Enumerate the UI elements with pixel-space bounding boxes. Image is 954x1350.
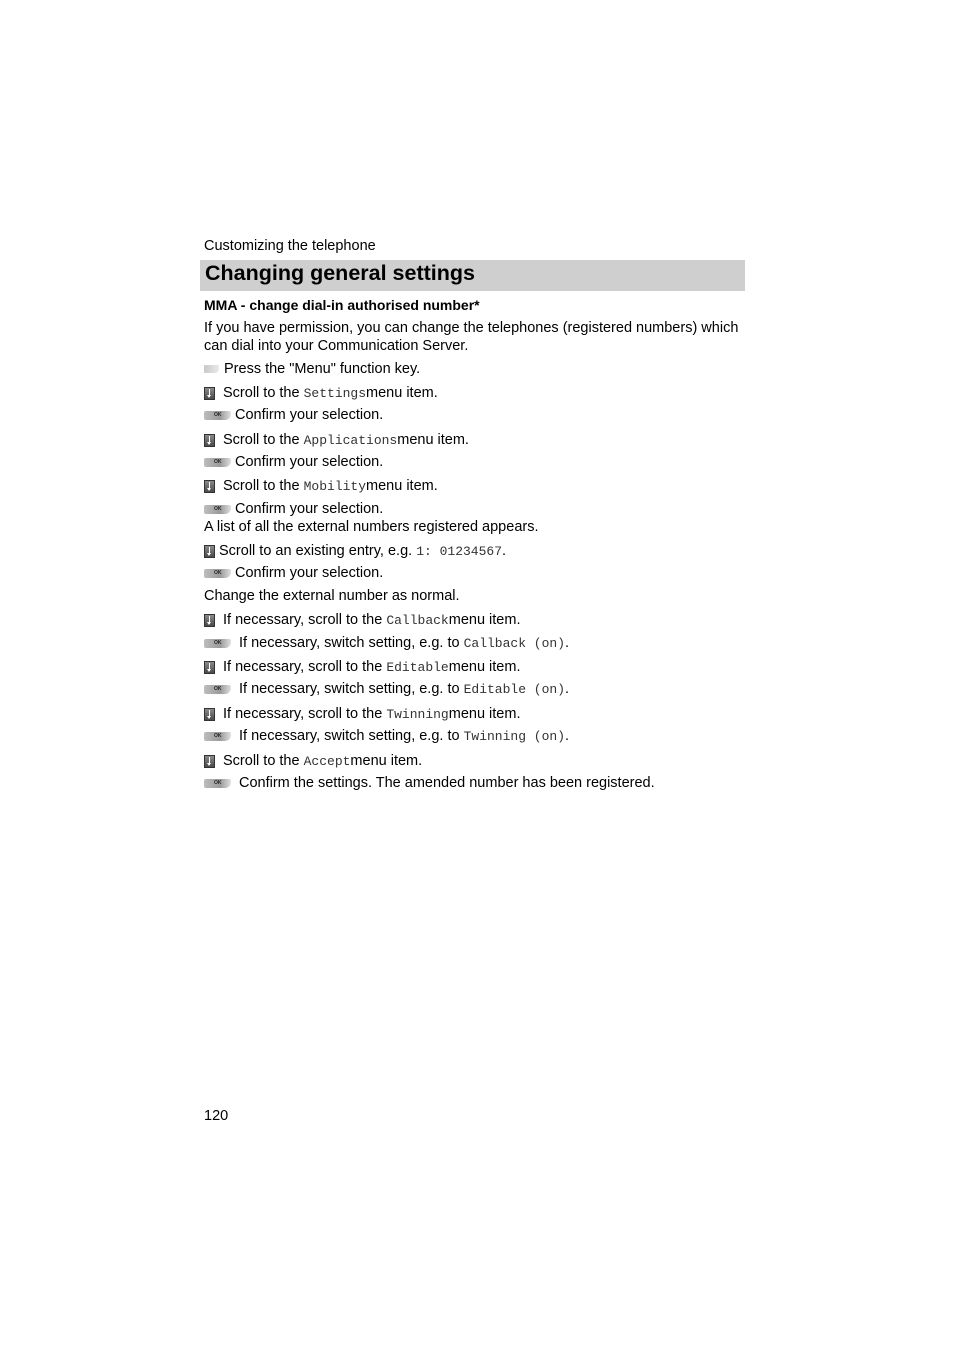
ok-key-icon (204, 411, 231, 420)
menu-item-code: Settings (303, 385, 367, 401)
entry-code: 1: 01234567 (416, 543, 503, 559)
step-17 (204, 773, 655, 793)
step-text-suffix: menu item. (448, 706, 521, 722)
step-text: Confirm your selection. (235, 454, 384, 470)
setting-code: Editable (on) (463, 681, 566, 697)
scroll-icon (204, 545, 215, 558)
step-text-suffix: menu item. (350, 753, 423, 769)
step-13 (204, 679, 569, 699)
menu-item-code: Mobility (303, 478, 367, 494)
ok-key-icon (204, 779, 231, 788)
step-16 (204, 751, 422, 771)
step-text: Confirm your selection. (235, 501, 384, 517)
step-text: If necessary, switch setting, e.g. to (239, 635, 460, 651)
note-list-appears: A list of all the external numbers registered appears. (204, 519, 539, 535)
step-text-suffix: . (565, 728, 570, 744)
scroll-icon (204, 755, 215, 768)
scroll-icon (204, 434, 215, 447)
step-text-suffix: . (565, 635, 570, 651)
scroll-icon (204, 480, 215, 493)
step-text-suffix: . (565, 681, 570, 697)
ok-key-icon (204, 732, 231, 741)
step-text: Scroll to the (223, 385, 300, 401)
step-7 (204, 499, 383, 519)
step-9 (204, 563, 383, 583)
setting-code: Twinning (on) (463, 728, 566, 744)
step-text-suffix: menu item. (397, 432, 469, 448)
title-bar (200, 260, 745, 291)
step-4 (204, 430, 469, 450)
step-6 (204, 476, 438, 496)
menu-item-code: Twinning (386, 706, 449, 722)
menu-item-code: Accept (303, 753, 351, 769)
step-2 (204, 383, 438, 403)
step-text: Confirm the settings. The amended number has been registered. (239, 775, 655, 791)
menu-item-code: Applications (303, 432, 398, 448)
page-number: 120 (204, 1108, 229, 1124)
menu-key-icon (204, 365, 219, 373)
step-10 (204, 610, 520, 630)
step-text-suffix: menu item. (448, 659, 521, 675)
step-15 (204, 726, 569, 746)
step-text: Confirm your selection. (235, 565, 384, 581)
step-text: Scroll to the (223, 432, 300, 448)
subheading: MMA - change dial-in authorised number* (204, 297, 480, 313)
step-text: If necessary, scroll to the (223, 706, 383, 722)
step-text: If necessary, scroll to the (223, 659, 383, 675)
ok-key-icon (204, 505, 231, 514)
ok-key-icon (204, 639, 231, 648)
scroll-icon (204, 708, 215, 721)
page-title: Changing general settings (205, 261, 475, 285)
step-text: Confirm your selection. (235, 407, 384, 423)
step-11 (204, 633, 569, 653)
note-change-number: Change the external number as normal. (204, 588, 460, 604)
step-text: Scroll to an existing entry, e.g. (219, 543, 413, 559)
setting-code: Callback (on) (463, 635, 566, 651)
step-14 (204, 704, 520, 724)
step-5 (204, 452, 383, 472)
step-text-suffix: menu item. (448, 612, 521, 628)
step-text: Press the "Menu" function key. (224, 361, 421, 377)
scroll-icon (204, 614, 215, 627)
step-8 (204, 541, 506, 561)
step-1 (204, 359, 420, 379)
step-text: If necessary, switch setting, e.g. to (239, 681, 460, 697)
step-3 (204, 405, 383, 425)
scroll-icon (204, 387, 215, 400)
step-text: Scroll to the (223, 478, 300, 494)
step-text: If necessary, scroll to the (223, 612, 383, 628)
menu-item-code: Callback (386, 612, 449, 628)
step-12 (204, 657, 520, 677)
step-text-suffix: menu item. (366, 385, 438, 401)
step-text: Scroll to the (223, 753, 300, 769)
ok-key-icon (204, 458, 231, 467)
intro-paragraph: If you have permission, you can change the telephones (registered numbers) which can dial into your Communication Server. (204, 320, 739, 354)
ok-key-icon (204, 569, 231, 578)
step-text-suffix: menu item. (366, 478, 438, 494)
menu-item-code: Editable (386, 659, 449, 675)
ok-key-icon (204, 685, 231, 694)
step-text-suffix: . (502, 543, 507, 559)
scroll-icon (204, 661, 215, 674)
step-text: If necessary, switch setting, e.g. to (239, 728, 460, 744)
section-header: Customizing the telephone (204, 238, 376, 254)
